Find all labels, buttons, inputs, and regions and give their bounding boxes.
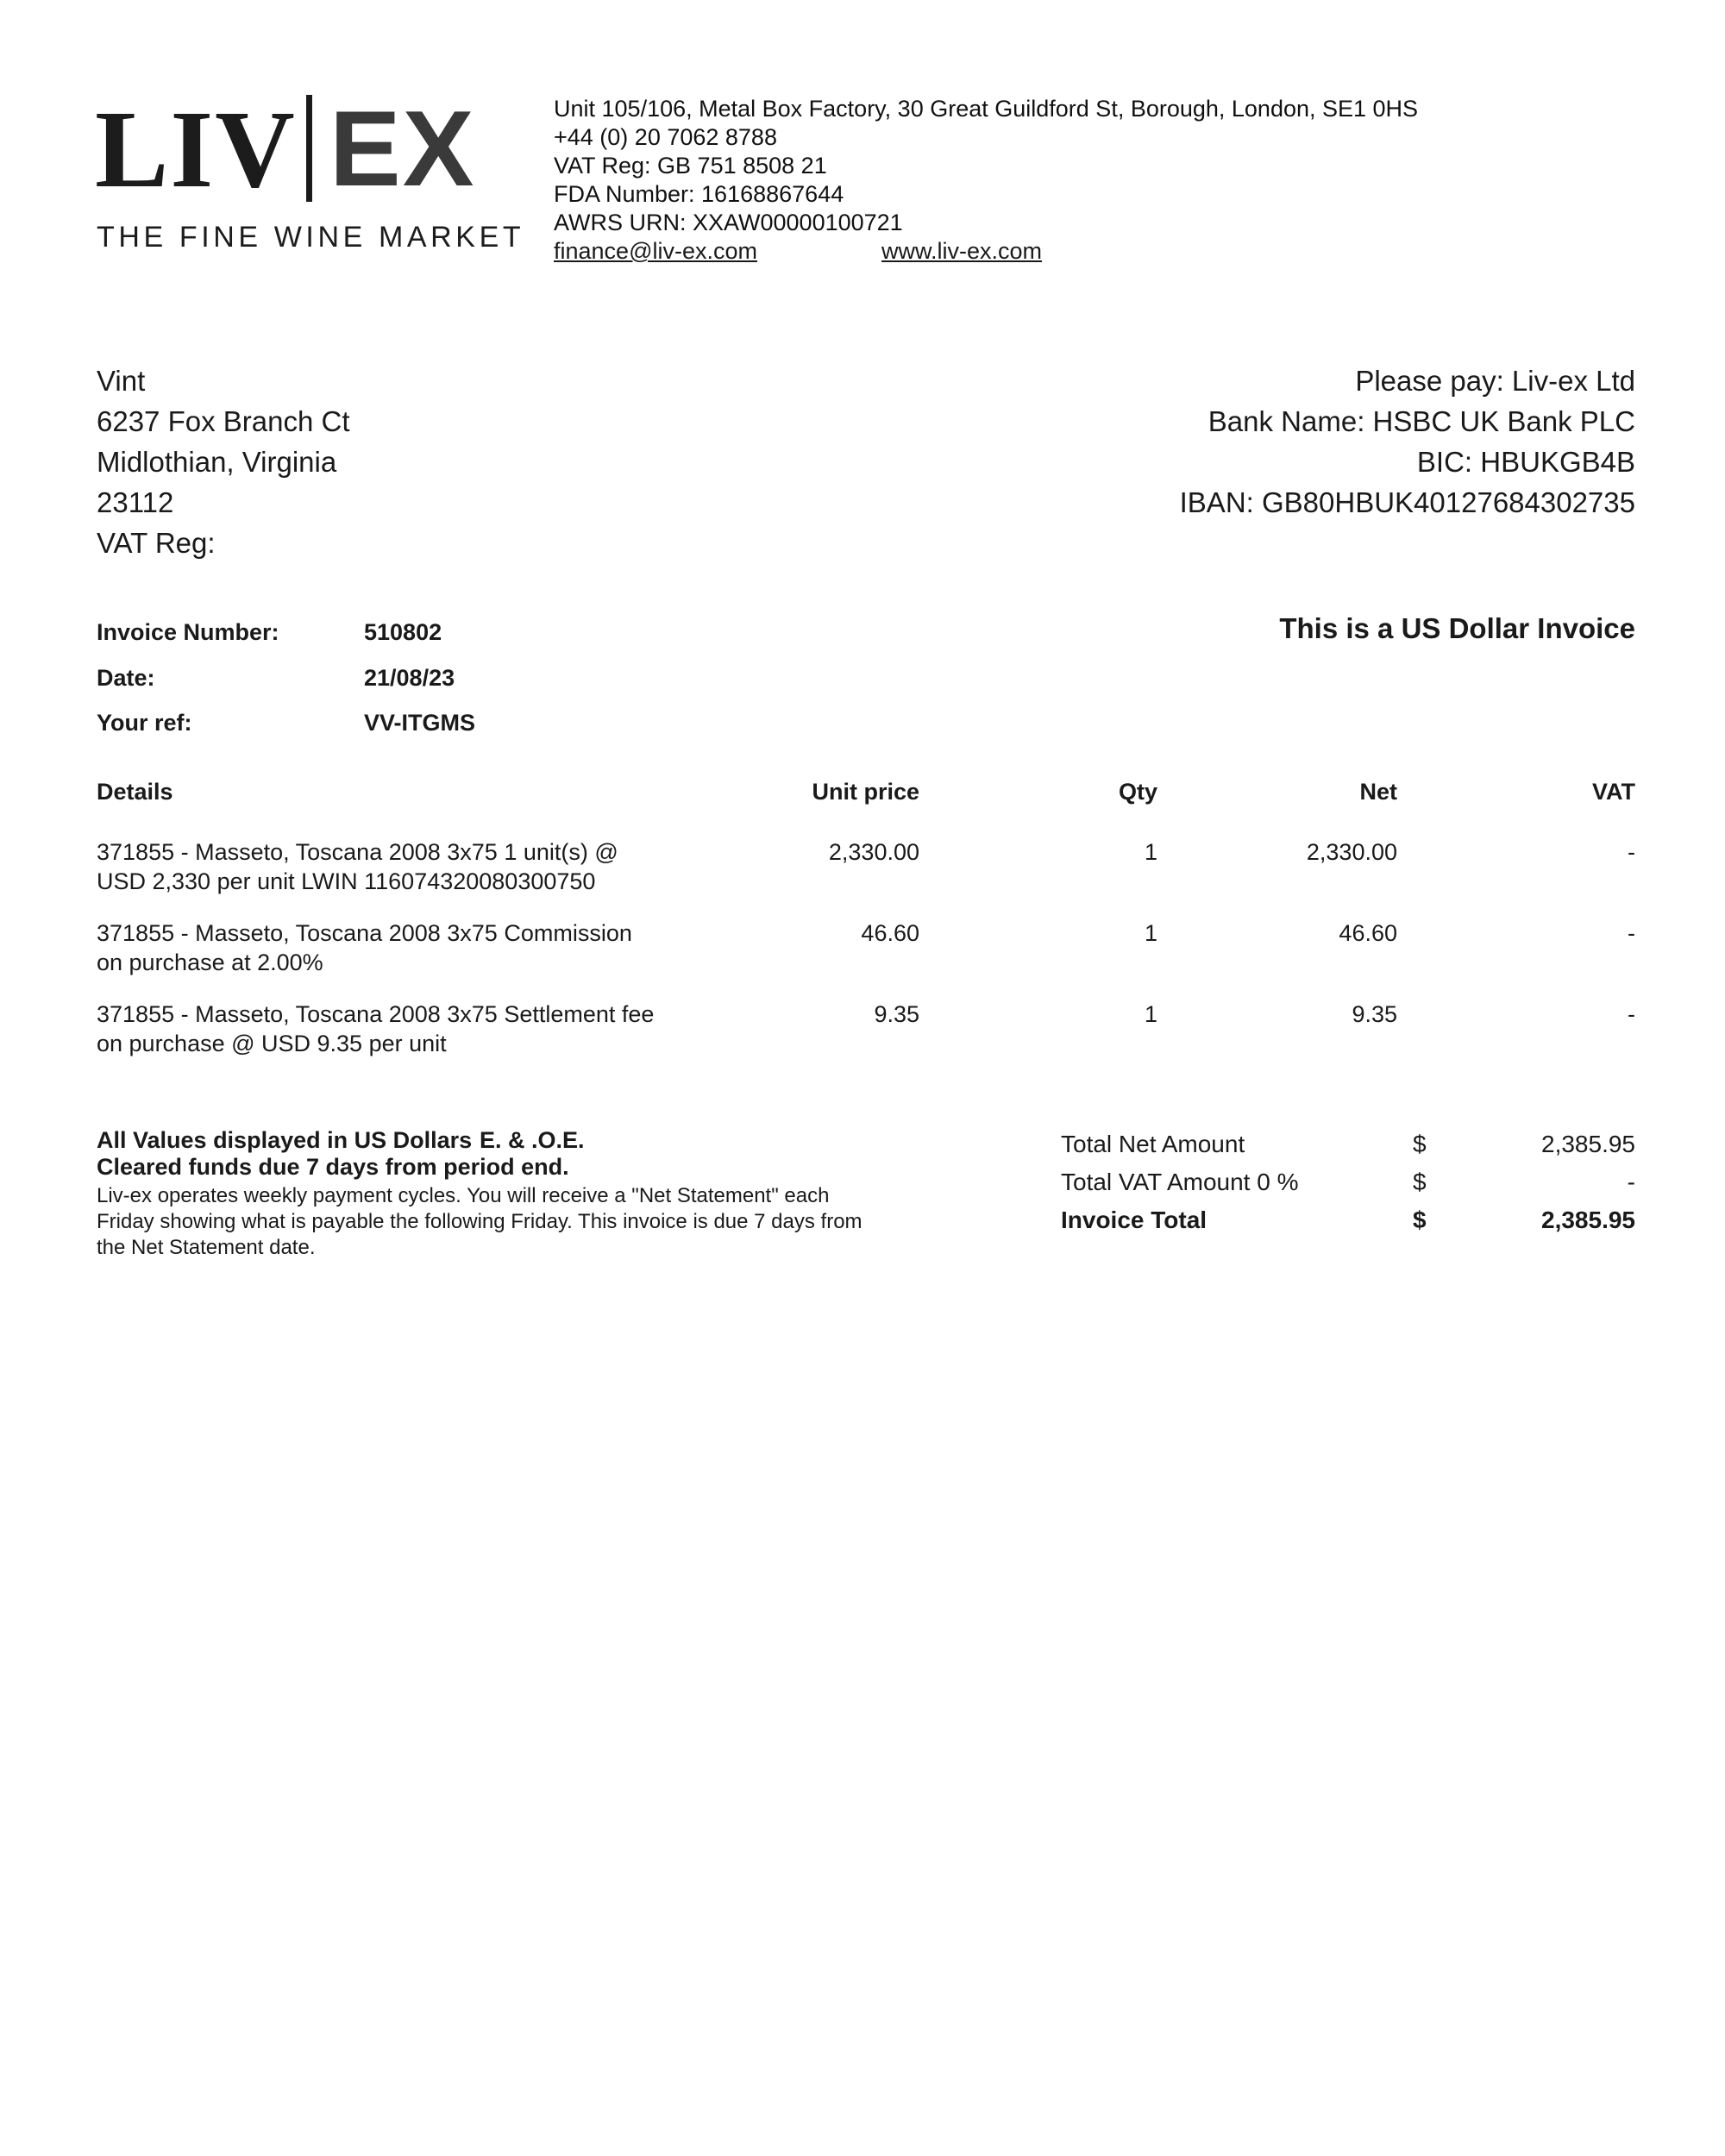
total-vat-label: Total VAT Amount 0 %: [1061, 1169, 1299, 1195]
col-vat: VAT: [1592, 779, 1635, 805]
total-vat-value: -: [1627, 1169, 1635, 1195]
date-label: Date:: [97, 665, 155, 691]
bic: BIC: HBUKGB4B: [1416, 446, 1635, 478]
client-zip: 23112: [97, 486, 174, 518]
email-row: [554, 238, 757, 265]
table-row: [97, 837, 618, 896]
client-street: 6237 Fox Branch Ct: [97, 405, 350, 437]
company-vat: VAT Reg: GB 751 8508 21: [554, 153, 827, 179]
invoice-total-currency: $: [1413, 1206, 1427, 1233]
total-vat-currency: $: [1413, 1169, 1427, 1195]
logo-word-right: EX: [329, 90, 476, 209]
row-vat: -: [1628, 920, 1635, 946]
invoice-date: 21/08/23: [364, 665, 455, 691]
total-net-currency: $: [1413, 1131, 1427, 1157]
ref-label: Your ref:: [97, 710, 192, 736]
row-details-line1: 371855 - Masseto, Toscana 2008 3x75 Settlement fee: [97, 1001, 655, 1027]
row-details-line2: on purchase @ USD 9.35 per unit: [97, 1031, 447, 1056]
client-name: Vint: [97, 365, 146, 397]
col-net: Net: [1359, 779, 1397, 805]
row-unit-price: 2,330.00: [828, 839, 919, 865]
table-row: [97, 918, 632, 977]
values-note: All Values displayed in US Dollars: [97, 1127, 473, 1153]
row-unit-price: 46.60: [861, 920, 919, 946]
invoice-number: 510802: [364, 619, 442, 645]
row-details-line1: 371855 - Masseto, Toscana 2008 3x75 Commission: [97, 920, 632, 946]
row-qty: 1: [1144, 839, 1157, 865]
company-phone: +44 (0) 20 7062 8788: [554, 124, 777, 150]
logo-divider: [306, 95, 312, 202]
payee: Please pay: Liv-ex Ltd: [1355, 365, 1635, 397]
invoice-total-value: 2,385.95: [1541, 1206, 1635, 1233]
eoe-note: E. & .O.E.: [480, 1127, 585, 1153]
website-link[interactable]: www.liv-ex.com: [881, 238, 1043, 264]
company-details: [554, 95, 1418, 237]
col-qty: Qty: [1118, 779, 1157, 805]
client-city: Midlothian, Virginia: [97, 446, 337, 478]
currency-note: This is a US Dollar Invoice: [1279, 612, 1635, 644]
row-details-line2: on purchase at 2.00%: [97, 950, 323, 975]
company-address: Unit 105/106, Metal Box Factory, 30 Great Guildford St, Borough, London, SE1 0HS: [554, 96, 1419, 122]
row-net: 46.60: [1339, 920, 1397, 946]
row-vat: -: [1628, 1001, 1635, 1027]
logo-tagline: THE FINE WINE MARKET: [97, 221, 525, 254]
logo-word-left: LIV: [95, 88, 297, 210]
invoice-ref: VV-ITGMS: [364, 710, 476, 736]
row-qty: 1: [1144, 1001, 1157, 1027]
invoice-total-label: Invoice Total: [1061, 1206, 1208, 1233]
client-vat: VAT Reg:: [97, 527, 216, 559]
iban: IBAN: GB80HBUK40127684302735: [1179, 486, 1635, 518]
total-net-value: 2,385.95: [1541, 1131, 1635, 1157]
company-awrs: AWRS URN: XXAW00000100721: [554, 210, 903, 235]
cleared-funds-note: Cleared funds due 7 days from period end.: [97, 1154, 569, 1180]
row-details-line2: USD 2,330 per unit LWIN 116074320080300750: [97, 868, 596, 894]
payment-details: [1180, 360, 1635, 523]
row-net: 2,330.00: [1306, 839, 1397, 865]
row-qty: 1: [1144, 920, 1157, 946]
payment-cycle-note: Liv-ex operates weekly payment cycles. You will receive a "Net Statement" each Friday showing what is payable the following Friday. This invoice is due 7 days from the Net Statement date.: [97, 1184, 862, 1259]
row-net: 9.35: [1352, 1001, 1397, 1027]
email-link[interactable]: finance@liv-ex.com: [554, 238, 757, 264]
company-fda: FDA Number: 16168867644: [554, 181, 844, 207]
client-address: [97, 360, 350, 563]
bank-name: Bank Name: HSBC UK Bank PLC: [1208, 405, 1635, 437]
col-details: Details: [97, 779, 173, 805]
table-row: [97, 1000, 654, 1058]
row-details-line1: 371855 - Masseto, Toscana 2008 3x75 1 unit(s) @: [97, 839, 618, 865]
col-unit-price: Unit price: [812, 779, 919, 805]
company-logo: [95, 88, 509, 210]
row-vat: -: [1628, 839, 1635, 865]
row-unit-price: 9.35: [874, 1001, 919, 1027]
total-net-label: Total Net Amount: [1061, 1131, 1245, 1157]
invoice-number-label: Invoice Number:: [97, 619, 279, 645]
